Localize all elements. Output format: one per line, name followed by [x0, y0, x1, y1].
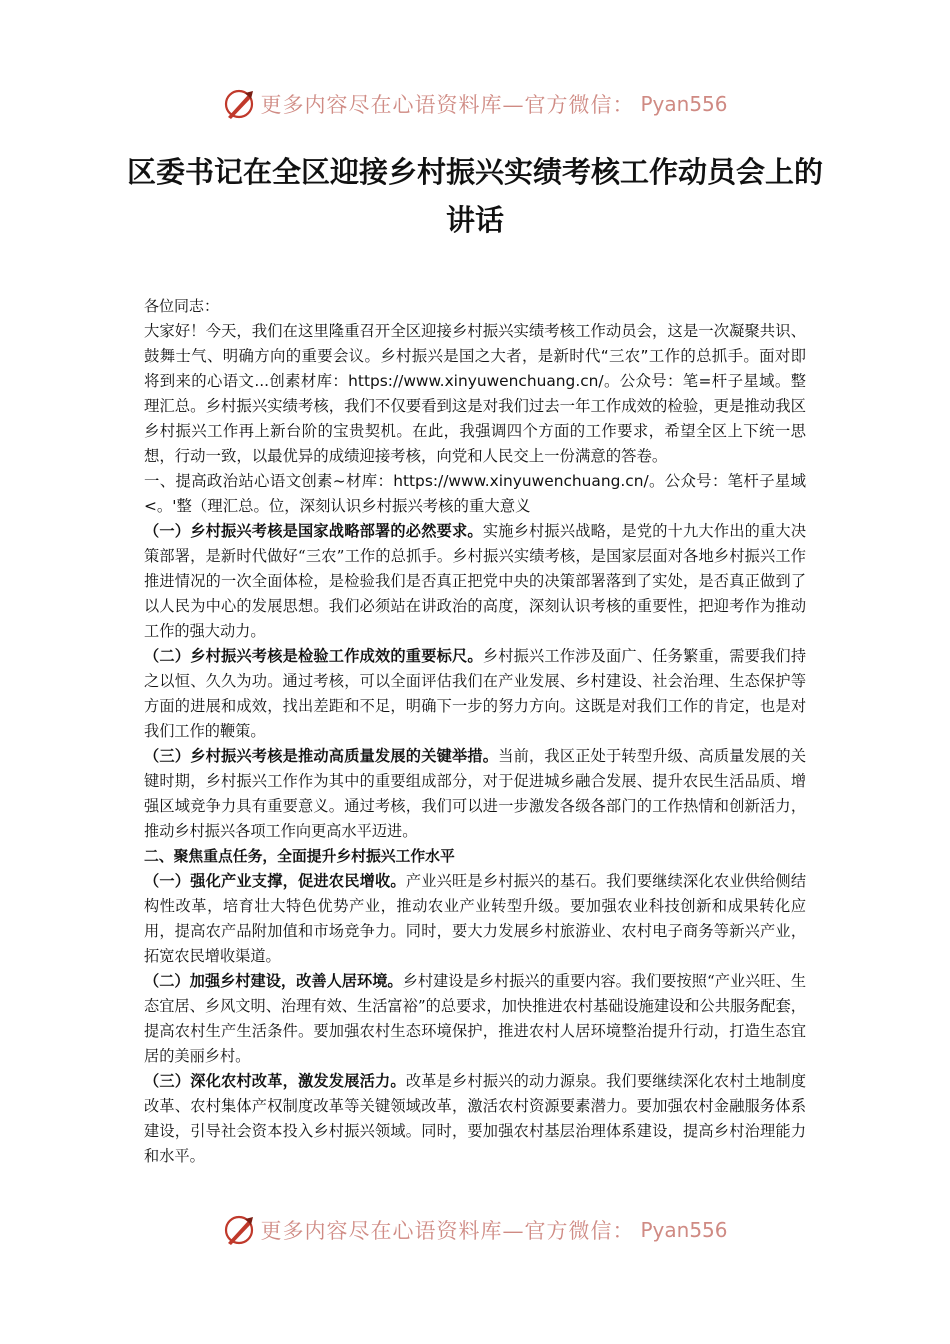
paragraph-lead: （三）深化农村改革，激发发展活力。 — [144, 1072, 406, 1090]
header-banner — [0, 84, 950, 124]
paragraph-lead: （一）乡村振兴考核是国家战略部署的必然要求。 — [144, 522, 483, 540]
paragraph-text: 改革是乡村振兴的动力源泉。我们要继续深化农村土地制度改革、农村集体产权制度改革等关键领域改革，激活农村资源要素潜力。要加强农村金融服务体系建设，引导社会资本投入乡村振兴领域。同时，要加强农村基层治理体系建设，提高乡村治理能力和水平。 — [144, 1072, 807, 1165]
banner-text: 更多内容尽在心语资料库—官方微信： — [260, 1219, 635, 1243]
section-2-heading: 二、聚焦重点任务，全面提升乡村振兴工作水平 — [144, 848, 455, 865]
section-1-paragraph-2 — [144, 644, 806, 744]
banner-wechat-id: Pyan556 — [640, 92, 728, 116]
banner-text: 更多内容尽在心语资料库—官方微信： — [260, 93, 635, 117]
paragraph-text: 乡村建设是乡村振兴的重要内容。我们要按照“产业兴旺、生态宜居、乡风文明、治理有效、生活富裕”的总要求，加快推进农村基础设施建设和公共服务配套，提高农村生产生活条件。要加强农村生态环境保护，推进农村人居环境整治提升行动，打造生态宜居的美丽乡村。 — [144, 972, 807, 1065]
section-2-paragraph-1 — [144, 869, 806, 969]
paragraph-lead: （二）加强乡村建设，改善人居环境。 — [144, 972, 403, 990]
section-2-paragraph-3 — [144, 1069, 806, 1169]
paragraph-lead: （二）乡村振兴考核是检验工作成效的重要标尺。 — [144, 647, 483, 665]
banner-wechat-id: Pyan556 — [640, 1218, 728, 1242]
paragraph-lead: （三）乡村振兴考核是推动高质量发展的关键举措。 — [144, 747, 499, 765]
section-2-paragraph-2 — [144, 969, 806, 1069]
section-1-paragraph-3 — [144, 744, 806, 844]
salutation: 各位同志： — [144, 297, 220, 315]
section-1-paragraph-1 — [144, 519, 806, 644]
document-title: 区委书记在全区迎接乡村振兴实绩考核工作动员会上的讲话 — [126, 155, 823, 237]
paragraph-text: 实施乡村振兴战略，是党的十九大作出的重大决策部署，是新时代做好“三农”工作的总抓手。乡村振兴实绩考核，是国家层面对各地乡村振兴工作推进情况的一次全面体检，是检验我们是否真正把党中央的决策部署落到了实处，是否真正做到了以人民为中心的发展思想。我们必须站在讲政治的高度，深刻认识考核的重要性，把迎考作为推动工作的强大动力。 — [144, 522, 807, 640]
paragraph-text: 产业兴旺是乡村振兴的基石。我们要继续深化农业供给侧结构性改革，培育壮大特色优势产业，推动农业产业转型升级。要加强农业科技创新和成果转化应用，提高农产品附加值和市场竞争力。同时，要大力发展乡村旅游业、农村电子商务等新兴产业，拓宽农民增收渠道。 — [144, 872, 807, 965]
document-body — [144, 294, 806, 1169]
pen-logo-icon — [222, 87, 256, 121]
section-1-heading: 一、提高政治站心语文创素~材库：https://www.xinyuwenchuang.cn/。公众号：笔杆子星域<。'整（理汇总。位，深刻认识乡村振兴考核的重大意义 — [144, 472, 806, 515]
footer-banner — [0, 1210, 950, 1250]
pen-logo-icon — [222, 1213, 256, 1247]
paragraph-text: 当前，我区正处于转型升级、高质量发展的关键时期，乡村振兴工作作为其中的重要组成部分，对于促进城乡融合发展、提升农民生活品质、增强区域竞争力具有重要意义。通过考核，我们可以进一步激发各级各部门的工作热情和创新活力，推动乡村振兴各项工作向更高水平迈进。 — [144, 747, 807, 840]
paragraph-text: 乡村振兴工作涉及面广、任务繁重，需要我们持之以恒、久久为功。通过考核，可以全面评估我们在产业发展、乡村建设、社会治理、生态保护等方面的进展和成效，找出差距和不足，明确下一步的努力方向。这既是对我们工作的肯定，也是对我们工作的鞭策。 — [144, 647, 807, 740]
paragraph-lead: （一）强化产业支撑，促进农民增收。 — [144, 872, 406, 890]
intro-paragraph: 大家好！今天，我们在这里隆重召开全区迎接乡村振兴实绩考核工作动员会，这是一次凝聚共识、鼓舞士气、明确方向的重要会议。乡村振兴是国之大者，是新时代“三农”工作的总抓手。面对即将到来的心语文...创素材库：https://www.xinyuwenchuang.cn/。公众号：笔=杆子星域。整理汇总。乡村振兴实绩考核，我们不仅要看到这是对我们过去一年工作成效的检验，更是推动我区乡村振兴工作再上新台阶的宝贵契机。在此，我强调四个方面的工作要求，希望全区上下统一思想，行动一致，以最优异的成绩迎接考核，向党和人民交上一份满意的答卷。 — [144, 322, 806, 465]
